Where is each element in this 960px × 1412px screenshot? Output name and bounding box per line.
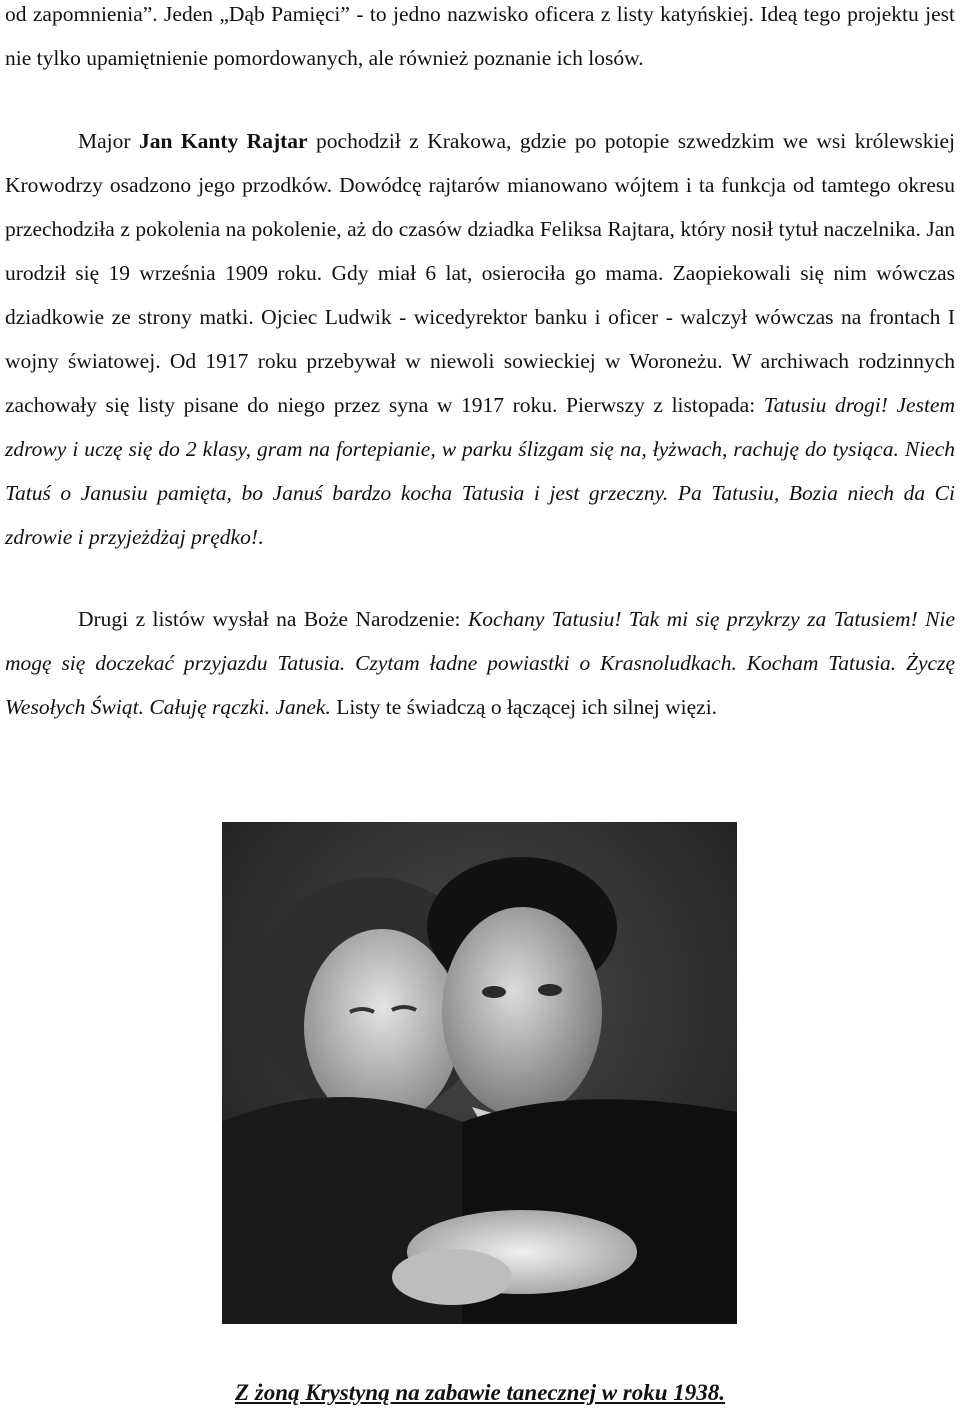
photograph-image	[222, 822, 737, 1324]
paragraph-intro	[5, 0, 955, 80]
couple-photograph	[222, 822, 737, 1324]
photo-caption: Z żoną Krystyną na zabawie tanecznej w roku 1938.	[234, 1380, 726, 1405]
paragraph-intro-text: od zapomnienia”. Jeden „Dąb Pamięci” - to jedno nazwisko oficera z listy katyńskiej. Ideą tego projektu jest nie tylko upamiętnienie pomordowanych, ale również poznanie ich losów.	[5, 2, 955, 70]
letter-quote-second: Kochany Tatusiu! Tak mi się przykrzy za Tatusiem! Nie mogę się doczekać przyjazdu Tatusia. Czytam ładne powiastki o Krasnoludkach. Kocham Tatusia. Życzę Wesołych Świąt. Całuję rączki. Janek.	[5, 607, 956, 719]
biography-text-lead: Major	[78, 129, 139, 153]
biography-text-body: pochodził z Krakowa, gdzie po potopie szwedzkim we wsi królewskiej Krowodrzy osadzono jego przodków. Dowódcę rajtarów mianowano wójtem i ta funkcja od tamtego okresu przechodziła z pokolenia na pokolenie, aż do czasów dziadka Feliksa Rajtara, który nosił tytuł naczelnika. Jan urodził się 19 września 1909 roku. Gdy miał 6 lat, osierociła go mama. Zaopiekowali się nim wówczas dziadkowie ze strony matki. Ojciec Ludwik - wicedyrektor banku i oficer - walczył wówczas na frontach I wojny światowej. Od 1917 roku przebywał w niewoli sowieckiej w Woroneżu. W archiwach rodzinnych zachowały się listy pisane do niego przez syna w 1917 roku. Pierwszy z listopada:	[5, 129, 956, 417]
paragraph-second-letter	[5, 597, 955, 729]
biography-text-end: .	[258, 525, 264, 549]
subject-name: Jan Kanty Rajtar	[139, 129, 308, 153]
second-letter-intro: Drugi z listów wysłał na Boże Narodzenie:	[78, 607, 468, 631]
second-letter-conclusion: Listy te świadczą o łączącej ich silnej więzi.	[330, 695, 718, 719]
paragraph-biography	[5, 119, 955, 559]
letter-quote-first: Tatusiu drogi! Jestem zdrowy i uczę się do 2 klasy, gram na fortepianie, w parku ślizgam się na, łyżwach, rachuję do tysiąca. Niech Tatuś o Janusiu pamięta, bo Januś bardzo kocha Tatusia i jest grzeczny. Pa Tatusiu, Bozia niech da Ci zdrowie i przyjeżdżaj prędko!	[5, 393, 955, 549]
